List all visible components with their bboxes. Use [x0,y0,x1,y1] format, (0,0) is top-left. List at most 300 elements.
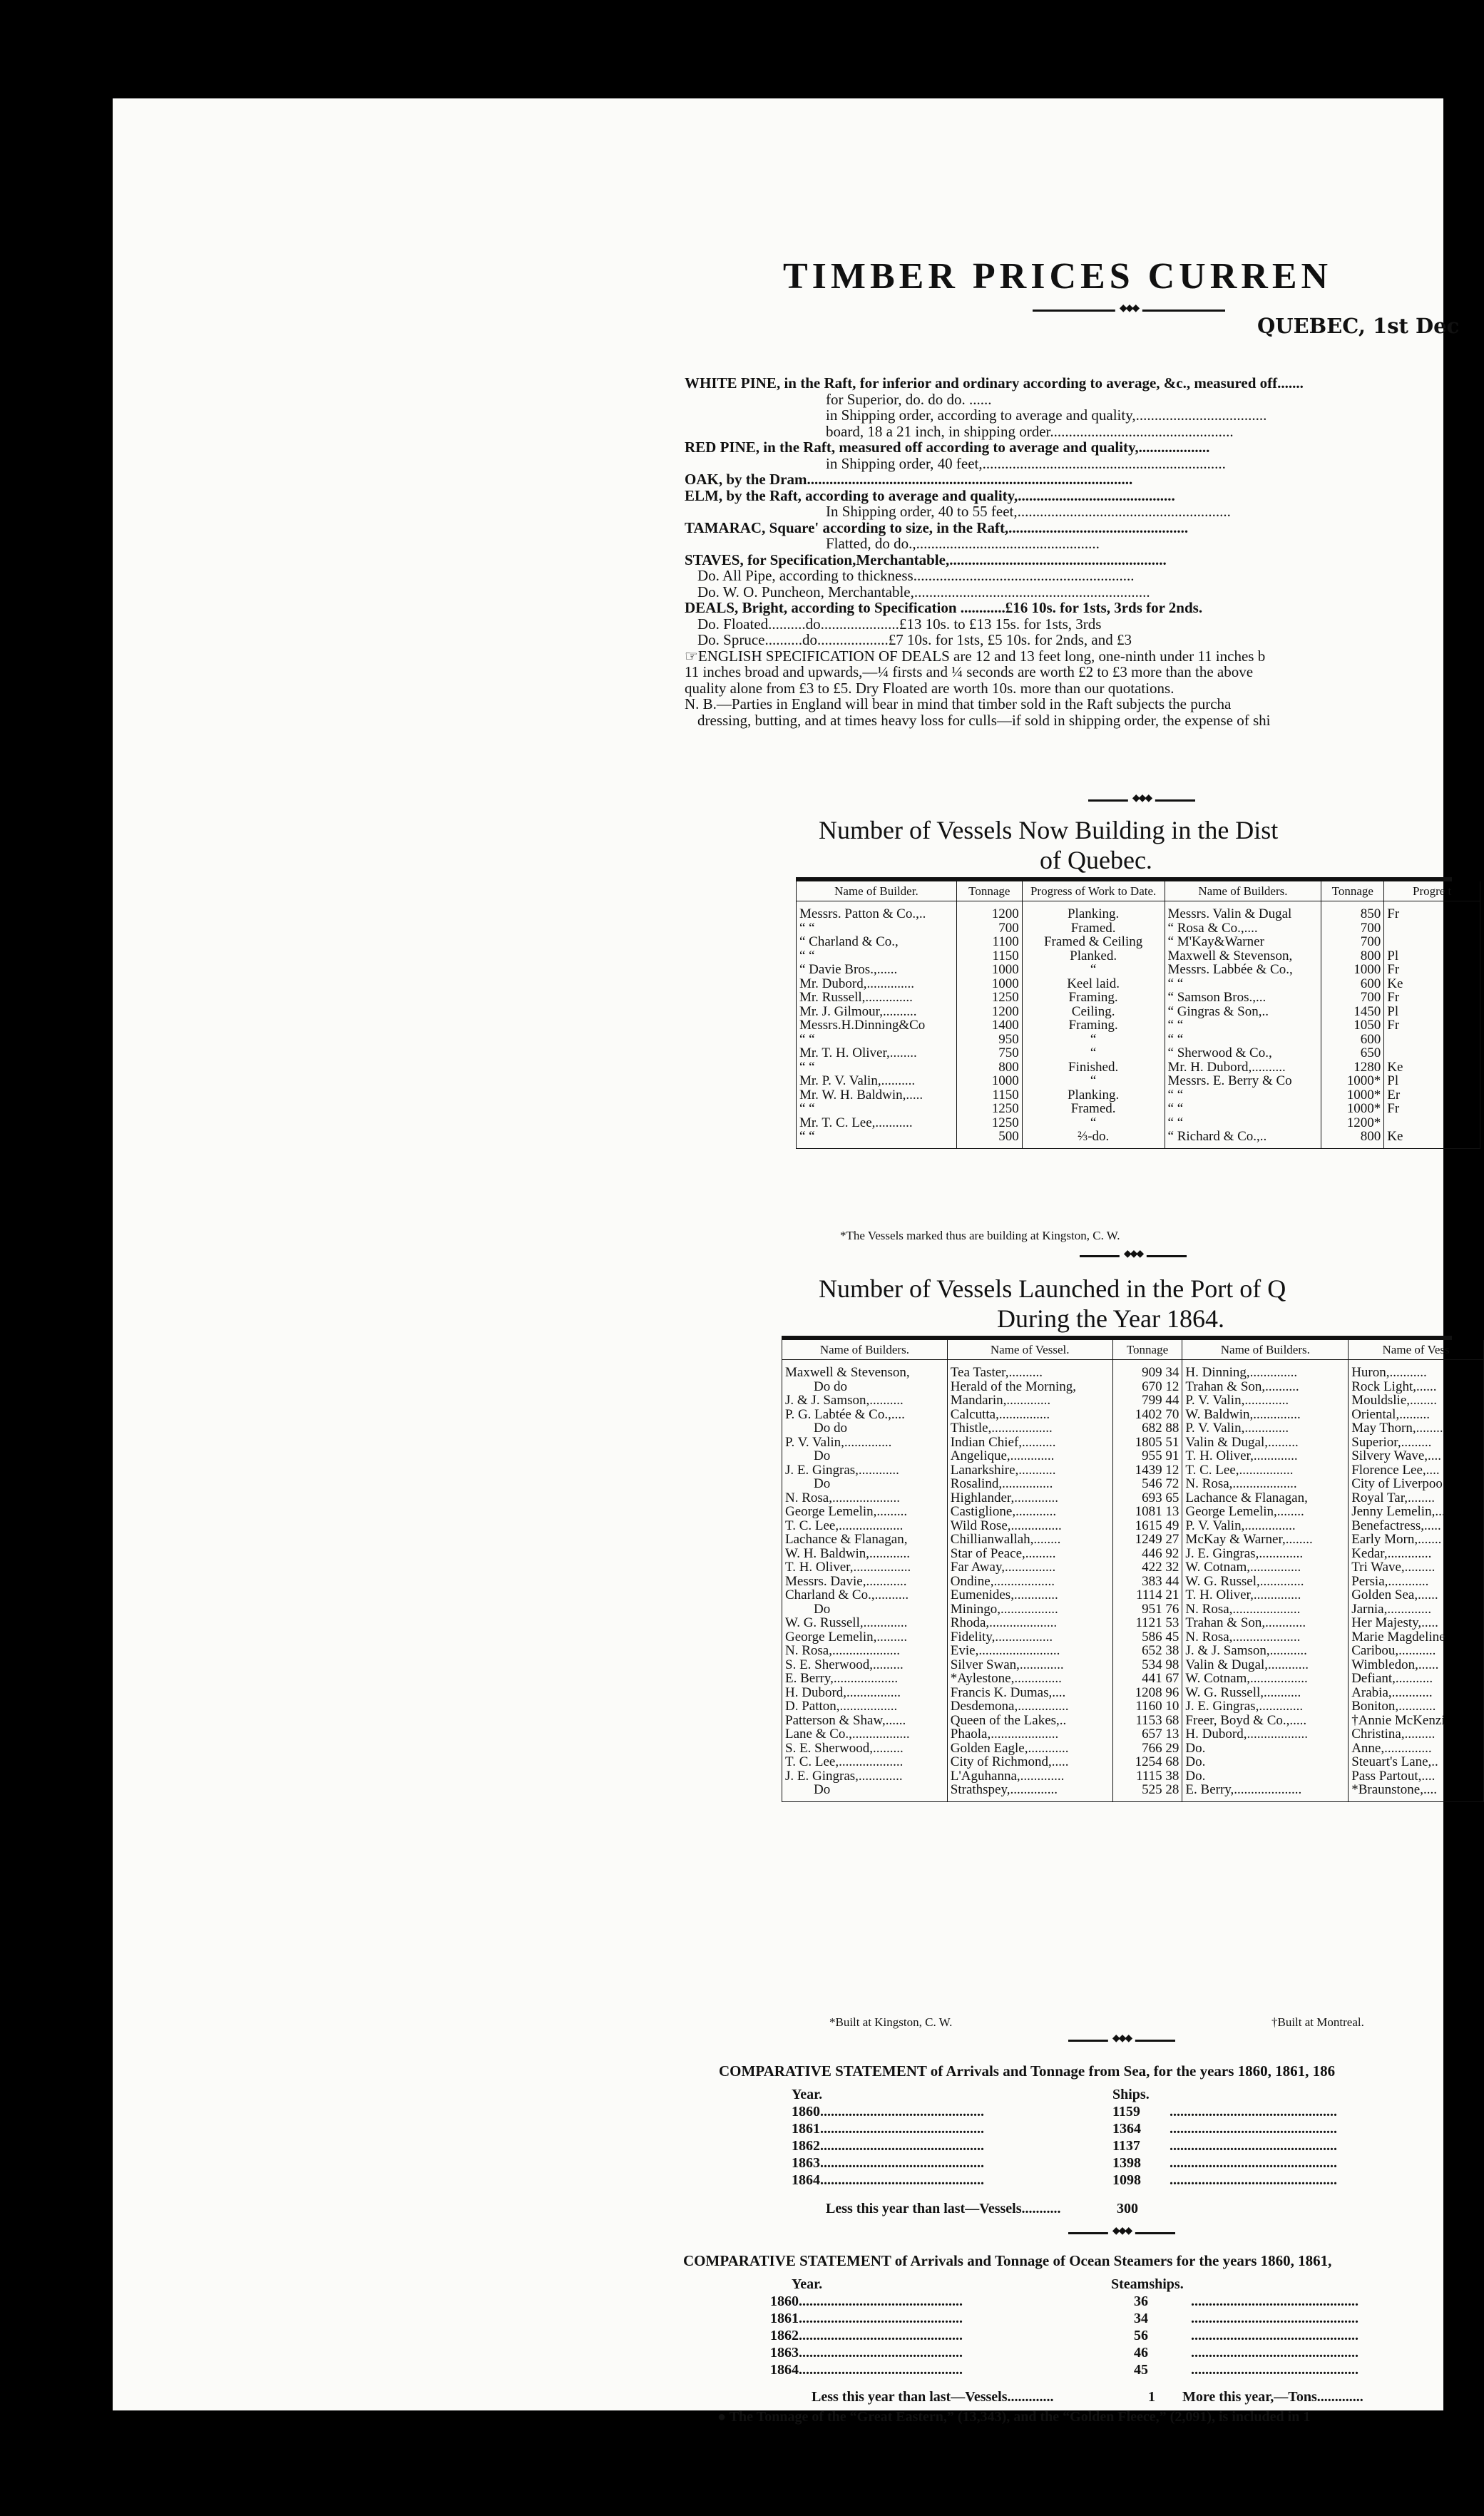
table-cell: Royal Tar,........ [1349,1491,1484,1505]
price-line: in Shipping order, according to average and quality,................................... [826,406,1267,424]
table-cell: Evie,........................ [947,1644,1112,1658]
price-line: board, 18 a 21 inch, in shipping order................................................. [826,422,1234,440]
steam-more-text: More this year,—Tons [1182,2389,1317,2405]
table-cell: S. E. Sherwood,......... [782,1658,948,1672]
year-label: 1860 [770,2293,799,2309]
column-header: Progress of Work to Date. [1022,881,1165,901]
table-cell: “ “ [797,949,957,963]
price-line: In Shipping order, 40 to 55 feet,......................................................... [826,503,1231,520]
leader-dots: ............................................... [1170,2121,1337,2137]
table-row [782,1560,1484,1575]
table-cell: H. Dubord,................ [782,1686,948,1700]
table-cell: Do. [1182,1755,1349,1769]
table-cell: Strathspey,.............. [947,1783,1112,1801]
table-cell: 1150 [956,949,1022,963]
table-cell: Arabia,............ [1349,1686,1484,1700]
price-line: N. B.—Parties in England will bear in mind that timber sold in the Raft subjects the purcha [685,695,1232,712]
price-line: 11 inches broad and upwards,—¼ firsts and ¼ seconds are worth £2 to £3 more than the above [685,663,1254,680]
leader-dots: .............................................. [799,2362,963,2378]
table-cell: Mr. J. Gilmour,.......... [797,1005,957,1019]
table-cell: Highlander,............. [947,1491,1112,1505]
comparison-row [770,2345,1448,2362]
table-cell: J. E. Gingras,............. [1182,1547,1349,1561]
launched-subheading: During the Year 1864. [997,1304,1224,1333]
table-cell: “ “ [797,1060,957,1075]
table-cell: 950 [956,1033,1022,1047]
leader-dots: ............................................... [1191,2362,1358,2378]
comparison-row [770,2311,1448,2328]
table-cell: Florence Lee,.... [1349,1463,1484,1478]
sea-year-header: Year. [792,2087,823,2102]
table-cell: 1000* [1321,1074,1384,1088]
table-row [782,1699,1484,1714]
table-cell: 1615 49 [1112,1519,1182,1533]
table-cell: 446 92 [1112,1547,1182,1561]
table-cell: Huron,........... [1349,1360,1484,1380]
table-row [782,1630,1484,1645]
table-cell: 951 76 [1112,1602,1182,1617]
comparison-row [770,2293,1448,2311]
table-cell: Star of Peace,......... [947,1547,1112,1561]
table-cell: W. Cotnam,................. [1182,1672,1349,1686]
table-cell: 1208 96 [1112,1686,1182,1700]
table-row [782,1477,1484,1491]
year-label: 1861 [770,2311,799,2326]
table-cell: Golden Eagle,............ [947,1742,1112,1756]
price-line: Do. All Pipe, according to thickness........................................................... [697,567,1135,584]
table-cell: W. G. Russell,........... [1182,1686,1349,1700]
steam-less-value: 1 [1148,2389,1155,2405]
table-cell: Mr. Russell,.............. [797,991,957,1005]
table-cell: “ “ [1165,977,1321,991]
table-cell [1384,935,1480,949]
table-cell: Fr [1384,1102,1480,1116]
column-header: Tonnage [1112,1340,1182,1360]
table-cell: Do [782,1449,948,1463]
comparison-row [792,2104,1448,2121]
price-line: Do. Floated..........do.....................£13 10s. to £13 15s. for 1sts, 3rds [697,615,1102,633]
leader-dots: .............................................. [820,2104,984,2119]
table-cell: Angelique,............. [947,1449,1112,1463]
table-row [797,977,1480,991]
table-cell: “ “ [797,1033,957,1047]
table-cell: Do [782,1602,948,1617]
table-cell: 682 88 [1112,1421,1182,1436]
price-line: Do. W. O. Puncheon, Merchantable,............................................................... [697,583,1150,600]
table-cell: Messrs. E. Berry & Co [1165,1074,1321,1088]
document-page [113,98,1460,2425]
price-line: for Superior, do. do do. ...... [826,390,992,408]
year-value: 34 [1134,2311,1148,2326]
sea-less-text: Less this year than last—Vessels [826,2201,1022,2216]
table-cell: “ “ [1165,1088,1321,1103]
table-cell: Ke [1384,977,1480,991]
table-cell: W. Baldwin,.............. [1182,1408,1349,1422]
table-cell: “ “ [1165,1018,1321,1033]
table-cell: 1121 53 [1112,1616,1182,1630]
table-row [782,1463,1484,1478]
table-cell: “ “ [797,1102,957,1116]
table-cell: L'Aguhanna,............. [947,1769,1112,1784]
table-cell: 422 32 [1112,1560,1182,1575]
table-cell: Keel laid. [1022,977,1165,991]
table-cell: 652 38 [1112,1644,1182,1658]
table-cell: Superior,......... [1349,1436,1484,1450]
table-cell: George Lemelin,......... [782,1630,948,1645]
table-cell: 693 65 [1112,1491,1182,1505]
table-cell: T. C. Lee,................ [1182,1463,1349,1478]
table-cell: Ke [1384,1060,1480,1075]
table-cell: J. & J. Samson,.......... [782,1393,948,1408]
table-cell: Lane & Co.,................. [782,1727,948,1742]
table-cell: Pl [1384,1074,1480,1088]
table-cell: Silvery Wave,.... [1349,1449,1484,1463]
table-cell: Jarnia,............. [1349,1602,1484,1617]
table-cell: Mr. T. H. Oliver,........ [797,1046,957,1060]
table-cell: Finished. [1022,1060,1165,1075]
leader-dots: .............................................. [799,2311,963,2326]
table-cell: W. G. Russell,............. [782,1616,948,1630]
table-cell: Messrs.H.Dinning&Co [797,1018,957,1033]
table-row [782,1449,1484,1463]
year-value: 1364 [1112,2121,1141,2137]
year-value: 36 [1134,2293,1148,2309]
table-cell [1384,1046,1480,1060]
steam-rows [770,2293,1448,2379]
comparison-row [792,2155,1448,2172]
table-cell: 657 13 [1112,1727,1182,1742]
leader-dots: ............................................... [1170,2104,1337,2119]
steam-less-label: Less this year than last—Vessels............. [812,2389,1054,2405]
divider-2 [1080,1255,1187,1257]
table-cell: 1200 [956,901,1022,921]
table-cell: Her Majesty,..... [1349,1616,1484,1630]
table-cell: 500 [956,1130,1022,1148]
table-cell: Mr. H. Dubord,.......... [1165,1060,1321,1075]
table-cell: Caribou,........... [1349,1644,1484,1658]
table-cell: T. C. Lee,................... [782,1755,948,1769]
table-cell: Lachance & Flanagan, [1182,1491,1349,1505]
table-cell: Persia,............ [1349,1575,1484,1589]
table-row [797,1060,1480,1075]
table-row [797,949,1480,963]
table-cell: Valin & Dugal,......... [1182,1436,1349,1450]
table-cell: Maxwell & Stevenson, [782,1360,948,1380]
table-cell: “ Richard & Co.,.. [1165,1130,1321,1148]
table-cell: 909 34 [1112,1360,1182,1380]
table-cell: T. H. Oliver,............. [1182,1449,1349,1463]
table-cell: 1153 68 [1112,1714,1182,1728]
table-cell: “ “ [797,1130,957,1148]
table-cell: Thistle,.................. [947,1421,1112,1436]
table-cell: Desdemona,............... [947,1699,1112,1714]
launched-footnote-left: *Built at Kingston, C. W. [829,2015,953,2029]
table-cell: *Braunstone,.... [1349,1783,1484,1801]
table-cell: Mr. Dubord,.............. [797,977,957,991]
column-header: Name of Vessel. [947,1340,1112,1360]
leader-dots: ............................................... [1191,2328,1358,2343]
table-row [797,1102,1480,1116]
sea-ships-header: Ships. [1112,2087,1150,2102]
table-cell: 799 44 [1112,1393,1182,1408]
table-cell: Wild Rose,............... [947,1519,1112,1533]
table-cell: 1000 [956,963,1022,977]
table-cell: Kedar,............. [1349,1547,1484,1561]
table-cell: 1250 [956,1116,1022,1130]
leader-dots: ............................................... [1191,2311,1358,2326]
table-cell: “ “ [1165,1116,1321,1130]
year-label: 1863 [770,2345,799,2361]
table-cell: Boniton,........... [1349,1699,1484,1714]
table-cell: Framed. [1022,921,1165,936]
table-row [782,1714,1484,1728]
table-cell: 650 [1321,1046,1384,1060]
price-line: RED PINE, in the Raft, measured off according to average and quality,................... [685,439,1210,456]
table-row [797,1130,1480,1148]
steam-less-text: Less this year than last—Vessels [812,2389,1008,2405]
table-cell [1384,1116,1480,1130]
table-cell: Rhoda,.................... [947,1616,1112,1630]
table-cell: 1114 21 [1112,1588,1182,1602]
table-cell: “ Davie Bros.,...... [797,963,957,977]
table-cell: 850 [1321,901,1384,921]
table-cell: 534 98 [1112,1658,1182,1672]
table-cell: N. Rosa,................... [1182,1477,1349,1491]
table-cell: 1000* [1321,1102,1384,1116]
table-cell: 1805 51 [1112,1436,1182,1450]
table-cell: Golden Sea,...... [1349,1588,1484,1602]
price-line: quality alone from £3 to £5. Dry Floated are worth 10s. more than our quotations. [685,679,1175,697]
table-cell: 1200 [956,1005,1022,1019]
table-row [782,1658,1484,1672]
table-cell: 670 12 [1112,1380,1182,1394]
table-cell: Patterson & Shaw,...... [782,1714,948,1728]
building-heading: Number of Vessels Now Building in the Dist [819,816,1279,844]
table-cell: Benefactress,..... [1349,1519,1484,1533]
table-cell: Ceiling. [1022,1005,1165,1019]
table-cell: 1160 10 [1112,1699,1182,1714]
price-list [685,375,1448,728]
year-value: 1398 [1112,2155,1141,2171]
table-cell: 1150 [956,1088,1022,1103]
table-cell: W. H. Baldwin,............ [782,1547,948,1561]
table-cell: “ Gingras & Son,.. [1165,1005,1321,1019]
table-cell: P. V. Valin,............. [1182,1393,1349,1408]
table-row [797,1018,1480,1033]
table-cell: Valin & Dugal,............ [1182,1658,1349,1672]
table-row [797,1116,1480,1130]
year-value: 1159 [1112,2104,1140,2119]
table-cell: Mr. T. C. Lee,........... [797,1116,957,1130]
table-cell: “ Charland & Co., [797,935,957,949]
building-table [796,881,1480,1149]
table-row [797,1088,1480,1103]
price-line: dressing, butting, and at times heavy loss for culls—if sold in shipping order, the expense of shi [697,711,1271,729]
table-cell: Ke [1384,1130,1480,1148]
table-cell: George Lemelin,......... [782,1505,948,1519]
table-cell: Framed. [1022,1102,1165,1116]
table-cell: Do. [1182,1769,1349,1784]
table-cell: Messrs. Labbée & Co., [1165,963,1321,977]
price-line: TAMARAC, Square' according to size, in the Raft,................................................ [685,518,1189,536]
table-cell: Fr [1384,991,1480,1005]
table-cell: Framing. [1022,1018,1165,1033]
year-label: 1861 [792,2121,820,2137]
table-cell: “ Sherwood & Co., [1165,1046,1321,1060]
leader-dots: .............................................. [820,2138,984,2154]
title-ornament [1033,310,1225,312]
price-line: in Shipping order, 40 feet,................................................................. [826,454,1226,472]
table-cell: Framed & Ceiling [1022,935,1165,949]
table-cell: “ M'Kay&Warner [1165,935,1321,949]
table-cell: N. Rosa,.................... [1182,1630,1349,1645]
table-cell: Do do [782,1380,948,1394]
table-cell: 1000* [1321,1088,1384,1103]
table-cell: Charland & Co.,.......... [782,1588,948,1602]
table-cell: P. V. Valin,.............. [782,1436,948,1450]
table-cell: 600 [1321,1033,1384,1047]
table-row [782,1616,1484,1630]
table-cell: 1254 68 [1112,1755,1182,1769]
table-cell: Do do [782,1421,948,1436]
year-label: 1862 [792,2138,820,2154]
divider-3 [1068,2040,1175,2042]
leader-dots: .............................................. [799,2328,963,2343]
table-cell: 1439 12 [1112,1463,1182,1478]
year-label: 1864 [770,2362,799,2378]
table-cell: 700 [1321,991,1384,1005]
table-cell: Christina,......... [1349,1727,1484,1742]
table-cell: Maxwell & Stevenson, [1165,949,1321,963]
table-cell: 1200* [1321,1116,1384,1130]
table-cell: J. E. Gingras,............. [1182,1699,1349,1714]
table-cell: Early Morn,....... [1349,1533,1484,1547]
table-cell: 800 [956,1060,1022,1075]
comparison-row [770,2328,1448,2345]
table-cell: Fr [1384,901,1480,921]
table-cell: N. Rosa,.................... [1182,1602,1349,1617]
comparison-row [792,2172,1448,2189]
table-cell: Rock Light,...... [1349,1380,1484,1394]
table-cell [1384,921,1480,936]
leader-dots: .............................................. [820,2121,984,2137]
leader-dots: .............................................. [820,2172,984,2188]
table-cell: 1050 [1321,1018,1384,1033]
year-value: 46 [1134,2345,1148,2361]
table-cell: Marie Magdeline [1349,1630,1484,1645]
table-cell: 1000 [956,1074,1022,1088]
table-row [782,1408,1484,1422]
table-cell [1384,1033,1480,1047]
year-value: 1137 [1112,2138,1140,2154]
table-cell: Tea Taster,.......... [947,1360,1112,1380]
table-cell: Indian Chief,.......... [947,1436,1112,1450]
table-cell: 525 28 [1112,1783,1182,1801]
table-cell: Phaola,.................... [947,1727,1112,1742]
table-row [782,1742,1484,1756]
sea-less-label: Less this year than last—Vessels........... [826,2201,1061,2216]
table-cell: E. Berry,................... [782,1672,948,1686]
table-cell: †Annie McKenzi [1349,1714,1484,1728]
table-cell: “ “ [1165,1033,1321,1047]
steam-more-label: More this year,—Tons............. [1182,2389,1363,2405]
sea-rows [792,2104,1448,2189]
column-header: Name of Vess [1349,1340,1484,1360]
table-cell: 546 72 [1112,1477,1182,1491]
table-cell: Framing. [1022,991,1165,1005]
table-cell: H. Dinning,.............. [1182,1360,1349,1380]
comparison-row [770,2362,1448,2379]
leader-dots: ............................................... [1191,2293,1358,2309]
table-cell: T. H. Oliver,................. [782,1560,948,1575]
column-header: Name of Builders. [1182,1340,1349,1360]
price-line: ELM, by the Raft, according to average and quality,.......................................... [685,486,1175,504]
table-cell: 1280 [1321,1060,1384,1075]
table-cell: 1402 70 [1112,1408,1182,1422]
table-cell: Pl [1384,1005,1480,1019]
table-row [782,1436,1484,1450]
table-cell: J. E. Gingras,............. [782,1769,948,1784]
launched-table [782,1340,1484,1802]
price-line: Do. Spruce..........do...................£7 10s. for 1sts, £5 10s. for 2nds, and £3 [697,631,1132,648]
table-row [797,991,1480,1005]
table-cell: Planked. [1022,949,1165,963]
table-row [782,1575,1484,1589]
table-cell: J. E. Gingras,............ [782,1463,948,1478]
table-row [782,1672,1484,1686]
table-cell: “ Rosa & Co.,.... [1165,921,1321,936]
table-cell: Miningo,................. [947,1602,1112,1617]
table-cell: Far Away,............... [947,1560,1112,1575]
table-cell: Fidelity,................. [947,1630,1112,1645]
table-cell: Freer, Boyd & Co.,..... [1182,1714,1349,1728]
table-cell: Eumenides,............. [947,1588,1112,1602]
table-cell: Ondine,.................. [947,1575,1112,1589]
table-row [797,1005,1480,1019]
comparison-row [792,2138,1448,2155]
table-cell: J. & J. Samson,........... [1182,1644,1349,1658]
leader-dots: ............................................... [1170,2172,1337,2188]
table-cell: 1249 27 [1112,1533,1182,1547]
table-cell: Mouldslie,........ [1349,1393,1484,1408]
year-value: 45 [1134,2362,1148,2378]
table-cell: May Thorn,........ [1349,1421,1484,1436]
launched-footnote-right: †Built at Montreal. [1271,2015,1364,2029]
table-row [782,1755,1484,1769]
steam-heading: COMPARATIVE STATEMENT of Arrivals and Tonnage of Ocean Steamers for the years 1860, 1861, [683,2252,1332,2269]
table-cell: Planking. [1022,1088,1165,1103]
table-cell: W. Cotnam,............... [1182,1560,1349,1575]
table-cell: “ “ [1165,1102,1321,1116]
table-row [782,1491,1484,1505]
table-cell: Pass Partout,.... [1349,1769,1484,1784]
table-cell: Do [782,1783,948,1801]
table-cell: Messrs. Patton & Co.,.. [797,901,957,921]
column-header: Name of Builders. [782,1340,948,1360]
divider-4 [1068,2232,1175,2234]
leader-dots: ............................................... [1170,2155,1337,2171]
table-cell: Chillianwallah,........ [947,1533,1112,1547]
table-cell: Lanarkshire,........... [947,1463,1112,1478]
leader-dots: ............................................... [1170,2138,1337,2154]
table-row [782,1393,1484,1408]
steam-footnote: ● The Tonnage of the “Great Eastern,” (13,343), and the “Golden Fleece,” (2,091), is included in 1 [717,2409,1311,2425]
leader-dots: ............................................... [1191,2345,1358,2361]
table-cell: 800 [1321,1130,1384,1148]
launched-heading: Number of Vessels Launched in the Port of Q [819,1274,1286,1303]
table-cell: Steuart's Lane,.. [1349,1755,1484,1769]
table-cell: Oriental,......... [1349,1408,1484,1422]
